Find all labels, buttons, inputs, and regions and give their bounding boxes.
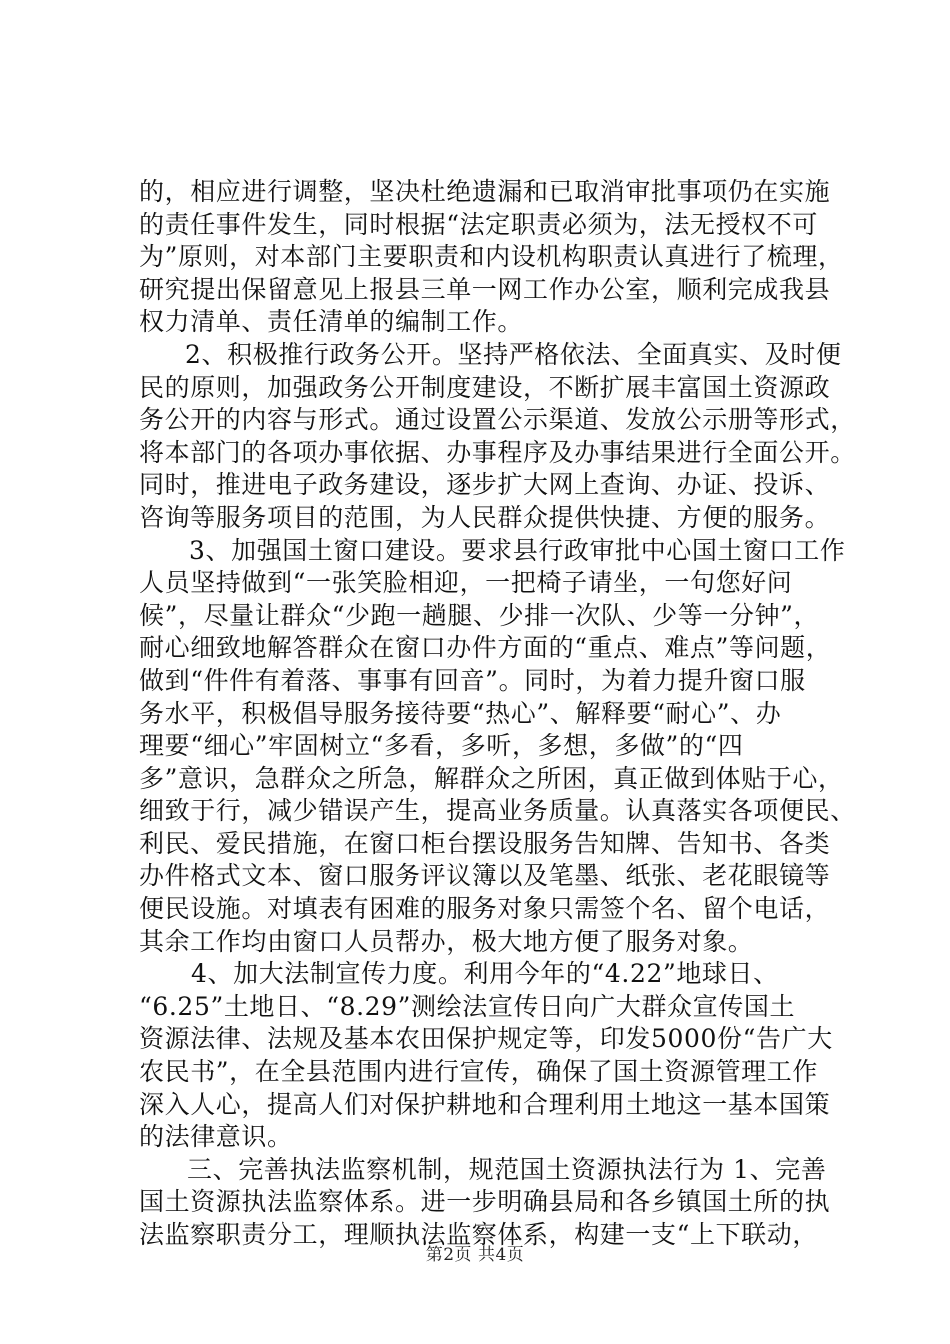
text-line: 研究提出保留意见上报县三单一网工作办公室，顺利完成我县 <box>139 274 831 304</box>
page-footer <box>0 1240 950 1265</box>
text-line: 的法律意识。 <box>139 1122 293 1152</box>
text-line: 2、积极推行政务公开。坚持严格依法、全面真实、及时便 <box>185 339 842 369</box>
text-line: 多”意识，急群众之所急，解群众之所困，真正做到体贴于心， <box>139 763 844 793</box>
text-line: 务水平，积极倡导服务接待要“热心”、解释要“耐心”、办 <box>139 698 782 728</box>
text-line: 三、完善执法监察机制，规范国土资源执法行为 1、完善 <box>187 1154 827 1184</box>
text-line: 资源法律、法规及基本农田保护规定等，印发5000份“告广大 <box>139 1024 833 1054</box>
text-line: 咨询等服务项目的范围，为人民群众提供快捷、方便的服务。 <box>139 502 831 532</box>
text-line: 深入人心，提高人们对保护耕地和合理利用土地这一基本国策 <box>139 1089 831 1119</box>
text-line: 法监察职责分工，理顺执法监察体系，构建一支“上下联动， <box>139 1220 818 1249</box>
text-line: 将本部门的各项办事依据、办事程序及办事结果进行全面公开。 <box>139 437 856 467</box>
text-line: 务公开的内容与形式。通过设置公示渠道、发放公示册等形式， <box>139 405 856 435</box>
text-line: 同时，推进电子政务建设，逐步扩大网上查询、办证、投诉、 <box>139 470 831 500</box>
text-line: “6.25”土地日、“8.29”测绘法宣传日向广大群众宣传国土 <box>139 991 796 1021</box>
text-line: 4、加大法制宣传力度。利用今年的“4.22”地球日、 <box>191 959 779 989</box>
page-number-label: 第2页 共4页 <box>425 1245 525 1265</box>
text-line: 利民、爱民措施，在窗口柜台摆设服务告知牌、告知书、各类 <box>139 828 831 858</box>
text-line: 的责任事件发生，同时根据“法定职责必须为，法无授权不可 <box>139 209 818 239</box>
text-line: 为”原则，对本部门主要职责和内设机构职责认真进行了梳理， <box>139 242 844 272</box>
text-line: 便民设施。对填表有困难的服务对象只需签个名、留个电话， <box>139 894 831 924</box>
text-line: 人员坚持做到“一张笑脸相迎，一把椅子请坐，一句您好问 <box>139 568 793 598</box>
text-line: 民的原则，加强政务公开制度建设，不断扩展丰富国土资源政 <box>139 372 831 402</box>
text-line: 做到“件件有着落、事事有回音”。同时，为着力提升窗口服 <box>139 665 806 695</box>
text-line: 3、加强国土窗口建设。要求县行政审批中心国土窗口工作 <box>189 535 846 565</box>
text-line: 候”，尽量让群众“少跑一趟腿、少排一次队、少等一分钟”， <box>139 600 820 630</box>
document-body <box>139 176 856 1252</box>
text-line: 耐心细致地解答群众在窗口办件方面的“重点、难点”等问题， <box>139 633 832 663</box>
text-line: 其余工作均由窗口人员帮办，极大地方便了服务对象。 <box>139 926 754 956</box>
text-line: 权力清单、责任清单的编制工作。 <box>139 307 524 337</box>
text-line: 细致于行，减少错误产生，提高业务质量。认真落实各项便民、 <box>139 796 856 826</box>
text-line: 农民书”，在全县范围内进行宣传，确保了国土资源管理工作 <box>139 1057 818 1087</box>
text-line: 国土资源执法监察体系。进一步明确县局和各乡镇国土所的执 <box>139 1187 831 1217</box>
text-line: 理要“细心”牢固树立“多看，多听，多想，多做”的“四 <box>139 731 744 761</box>
text-line: 的，相应进行调整，坚决杜绝遗漏和已取消审批事项仍在实施 <box>139 177 831 206</box>
text-line: 办件格式文本、窗口服务评议簿以及笔墨、纸张、老花眼镜等 <box>139 861 831 891</box>
